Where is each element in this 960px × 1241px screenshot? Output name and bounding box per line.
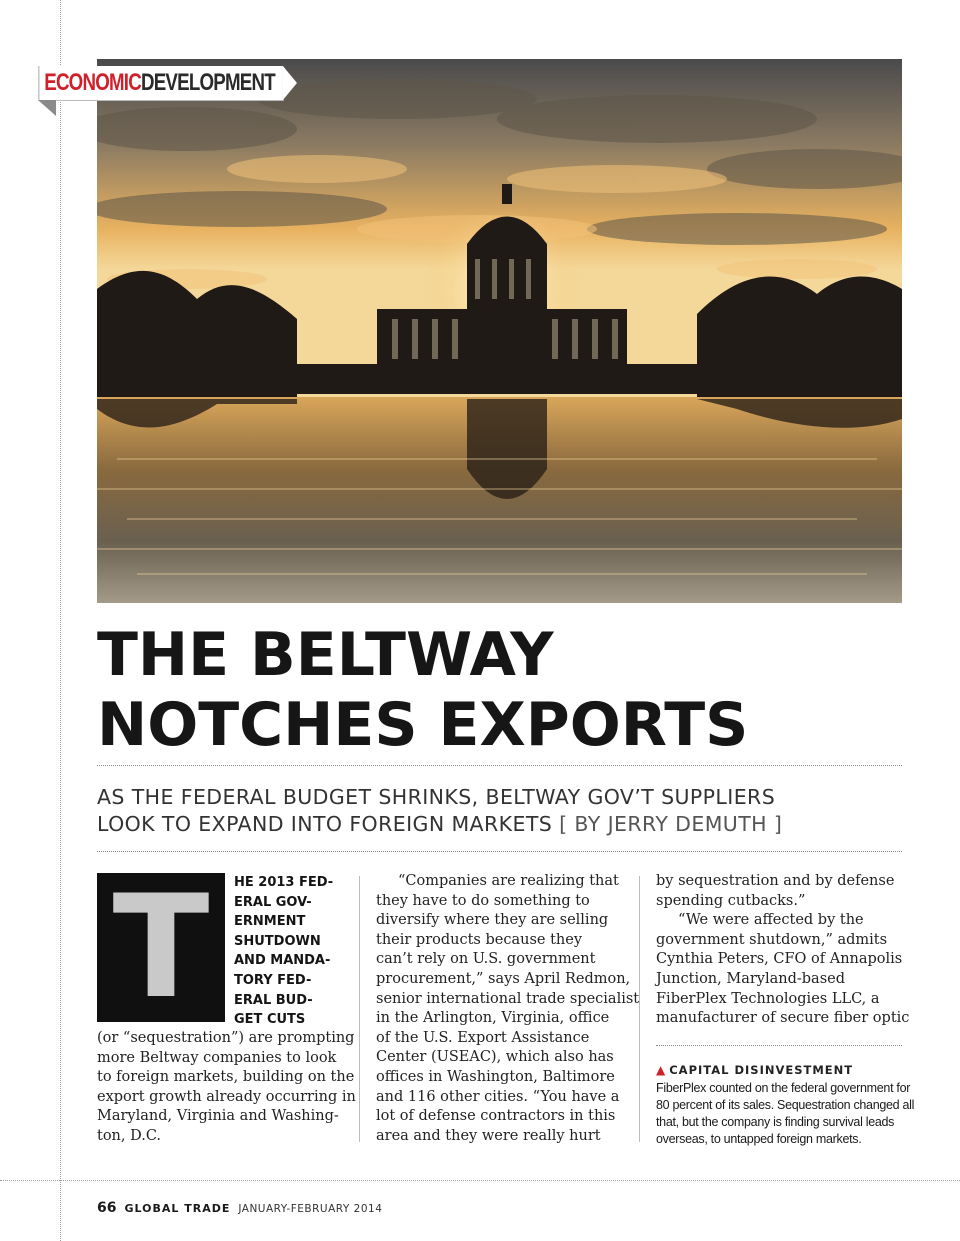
caption-title — [656, 1063, 853, 1077]
body-line: senior international trade specialist — [376, 990, 640, 1007]
lead-caps-line: GET CUTS — [234, 1012, 306, 1028]
body-line: Junction, Maryland-based — [656, 970, 846, 987]
body-line: Center (USEAC), which also has — [376, 1049, 614, 1066]
body-line: they have to do something to — [376, 892, 590, 909]
section-tag-development: DEVELOPMENT — [140, 69, 275, 96]
lead-caps-line: AND MANDA- — [234, 953, 331, 969]
lead-in-caps — [234, 873, 344, 1030]
headline-line-2: NOTCHES EXPORTS — [97, 690, 749, 760]
column-divider — [359, 876, 360, 1142]
drop-cap: T — [97, 873, 225, 1022]
column-divider — [639, 876, 640, 1142]
byline: [ BY JERRY DEMUTH ] — [559, 812, 783, 836]
body-line: of the U.S. Export Assistance — [376, 1029, 590, 1046]
body-line: “Companies are realizing that — [398, 873, 619, 889]
footer-rule — [0, 1180, 960, 1181]
body-line: (or “sequestration”) are prompting — [97, 1030, 355, 1046]
body-line: government shutdown,” admits — [656, 931, 888, 948]
body-line: FiberPlex Technologies LLC, a — [656, 990, 880, 1007]
page-footer — [97, 1200, 382, 1216]
caption-title-text: CAPITAL DISINVESTMENT — [669, 1063, 854, 1077]
caption-rule — [656, 1045, 902, 1046]
deck — [97, 784, 907, 838]
body-line: ton, D.C. — [97, 1127, 162, 1144]
lead-caps-line: TORY FED- — [234, 972, 312, 988]
body-line: manufacturer of secure fiber optic — [656, 1010, 910, 1027]
body-line: “We were affected by the — [678, 912, 864, 929]
caption-line: that, but the company is finding survival leads — [656, 1115, 895, 1129]
section-tag-economic: ECONOMIC — [44, 69, 141, 96]
body-line: can’t rely on U.S. government — [376, 951, 596, 968]
caption-line: 80 percent of its sales. Sequestration changed all — [656, 1098, 915, 1112]
body-line: offices in Washington, Baltimore — [376, 1068, 615, 1085]
page-number: 66 — [97, 1200, 117, 1216]
body-line: lot of defense contractors in this — [376, 1108, 616, 1125]
body-line: diversify where they are selling — [376, 912, 609, 929]
deck-line-2: LOOK TO EXPAND INTO FOREIGN MARKETS — [97, 812, 553, 836]
red-triangle-icon: ▲ — [656, 1063, 667, 1077]
photo-caption — [656, 1080, 915, 1148]
deck-line-1: AS THE FEDERAL BUDGET SHRINKS, BELTWAY GOV’T SUPPLIERS — [97, 785, 776, 809]
lead-caps-line: ERNMENT — [234, 914, 306, 930]
column-3-text — [656, 872, 910, 1029]
margin-rule — [60, 0, 61, 1241]
column-2-text — [376, 872, 640, 1146]
body-line: in the Arlington, Virginia, office — [376, 1010, 610, 1027]
capitol-sunrise-photo — [97, 59, 902, 603]
body-line: to foreign markets, building on the — [97, 1069, 355, 1086]
body-line: and 116 other cities. “You have a — [376, 1088, 620, 1105]
magazine-name: GLOBAL TRADE — [124, 1202, 231, 1215]
caption-line: FiberPlex counted on the federal government for — [656, 1081, 911, 1095]
section-tag-fold — [38, 100, 56, 116]
body-line: area and they were really hurt — [376, 1127, 601, 1144]
body-line: spending cutbacks.” — [656, 892, 806, 909]
deck-bottom-rule — [97, 851, 902, 852]
headline — [97, 620, 917, 760]
body-line: Maryland, Virginia and Washing- — [97, 1108, 339, 1125]
body-line: by sequestration and by defense — [656, 873, 895, 889]
lead-caps-line: ERAL BUD- — [234, 992, 313, 1008]
caption-line: overseas, to untapped foreign markets. — [656, 1132, 862, 1146]
headline-line-1: THE BELTWAY — [97, 620, 554, 690]
body-line: more Beltway companies to look — [97, 1049, 337, 1066]
lead-caps-line: HE 2013 FED- — [234, 875, 334, 890]
deck-top-rule — [97, 765, 902, 766]
lead-caps-line: SHUTDOWN — [234, 933, 321, 949]
body-line: procurement,” says April Redmon, — [376, 970, 631, 987]
column-1-text — [97, 1029, 356, 1147]
lead-caps-line: ERAL GOV- — [234, 894, 312, 910]
body-line: Cynthia Peters, CFO of Annapolis — [656, 951, 903, 968]
body-line: export growth already occurring in — [97, 1088, 356, 1105]
issue-date: JANUARY-FEBRUARY 2014 — [238, 1203, 383, 1215]
section-tag — [38, 66, 283, 100]
body-line: their products because they — [376, 931, 583, 948]
